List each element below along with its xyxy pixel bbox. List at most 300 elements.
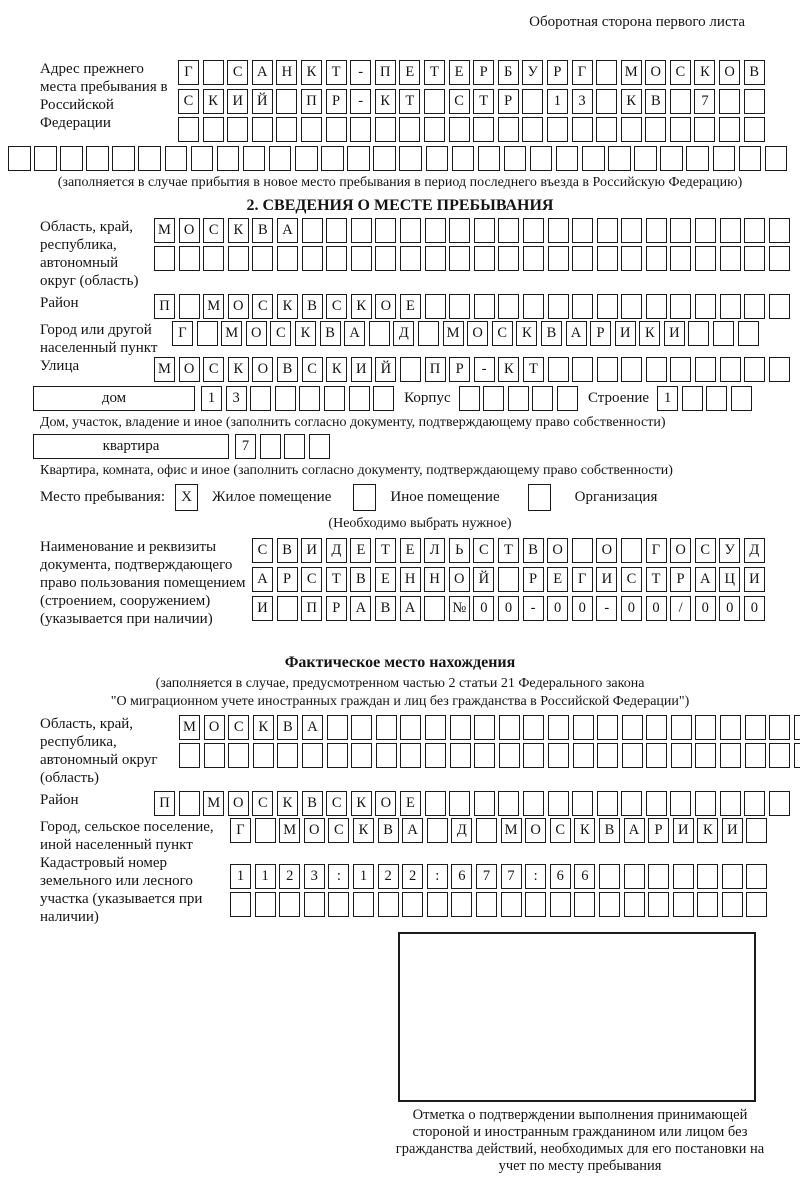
char-box: Е (400, 538, 421, 563)
char-box (501, 892, 522, 917)
char-box (204, 743, 225, 768)
char-box: П (375, 60, 396, 85)
title-document-row-1 (252, 538, 765, 563)
char-box: А (277, 218, 298, 243)
street-section (40, 357, 800, 382)
char-box (522, 89, 543, 114)
char-box: - (474, 357, 495, 382)
char-box (426, 146, 449, 171)
prev-address-grid (178, 60, 765, 142)
apartment-name-box: квартира (33, 434, 229, 459)
char-box: Т (646, 567, 667, 592)
char-box (646, 715, 667, 740)
char-box (634, 146, 657, 171)
char-box (474, 715, 495, 740)
char-box (720, 218, 741, 243)
char-box: 6 (574, 864, 595, 889)
char-box: К (228, 357, 249, 382)
char-box (548, 715, 569, 740)
stay-type-section (40, 484, 800, 512)
char-box (400, 357, 421, 382)
street-label: Улица (40, 357, 80, 374)
actual-location-caption-1: (заполняется в случае, предусмотренном частью 2 статьи 21 Федерального закона (155, 675, 645, 691)
char-box (688, 321, 709, 346)
char-box: М (621, 60, 642, 85)
char-box: 2 (402, 864, 423, 889)
char-box (476, 892, 497, 917)
char-box (498, 218, 519, 243)
char-box (276, 117, 297, 142)
char-box (670, 246, 691, 271)
char-box: И (744, 567, 765, 592)
stay-type-option-other: Иное помещение (390, 489, 500, 505)
char-box: 0 (547, 596, 568, 621)
char-box: 0 (498, 596, 519, 621)
char-box (525, 892, 546, 917)
char-box (295, 146, 318, 171)
char-box: К (228, 218, 249, 243)
char-box: 1 (201, 386, 222, 411)
char-box (499, 743, 520, 768)
char-box: В (277, 538, 298, 563)
char-box: 1 (657, 386, 678, 411)
char-box (745, 743, 766, 768)
char-box: Д (451, 818, 472, 843)
char-box (739, 146, 762, 171)
char-box: № (449, 596, 470, 621)
char-box: И (596, 567, 617, 592)
char-box: Е (400, 294, 421, 319)
char-box: С (252, 538, 273, 563)
char-box: О (304, 818, 325, 843)
char-box: А (302, 715, 323, 740)
char-box (744, 294, 765, 319)
char-box (197, 321, 218, 346)
char-box (427, 818, 448, 843)
char-box (328, 892, 349, 917)
actual-district-row (154, 791, 790, 816)
char-box: А (566, 321, 587, 346)
char-box (154, 246, 175, 271)
char-box: 6 (451, 864, 472, 889)
char-box (451, 892, 472, 917)
char-box (694, 117, 715, 142)
char-box: С (252, 791, 273, 816)
char-box (670, 89, 691, 114)
char-box (250, 386, 271, 411)
char-box (474, 791, 495, 816)
char-box (731, 386, 752, 411)
char-box (474, 294, 495, 319)
char-box: С (178, 89, 199, 114)
char-box (572, 357, 593, 382)
char-box (476, 818, 497, 843)
char-box (425, 715, 446, 740)
char-box (572, 294, 593, 319)
char-box (353, 892, 374, 917)
char-box: П (154, 791, 175, 816)
actual-district-section (40, 791, 800, 816)
char-box: - (350, 60, 371, 85)
char-box (279, 892, 300, 917)
char-box (473, 117, 494, 142)
char-box: 0 (621, 596, 642, 621)
char-box (621, 218, 642, 243)
char-box (523, 218, 544, 243)
char-box (483, 386, 504, 411)
char-box (523, 743, 544, 768)
actual-region-row-1 (179, 715, 800, 740)
char-box (373, 386, 394, 411)
char-box: 0 (572, 596, 593, 621)
char-box (478, 146, 501, 171)
char-box (765, 146, 788, 171)
char-box: О (179, 357, 200, 382)
region-grid (154, 218, 790, 272)
char-box: 1 (230, 864, 251, 889)
char-box (304, 892, 325, 917)
city-section (40, 321, 800, 357)
char-box (532, 386, 553, 411)
char-box (596, 60, 617, 85)
char-box: Т (399, 89, 420, 114)
prev-address-section (40, 60, 800, 142)
char-box (523, 294, 544, 319)
char-box: М (443, 321, 464, 346)
cadastral-row-1 (230, 864, 767, 889)
char-box: В (541, 321, 562, 346)
char-box: И (301, 538, 322, 563)
char-box (599, 892, 620, 917)
char-box: 6 (550, 864, 571, 889)
char-box (572, 218, 593, 243)
actual-city-grid (230, 818, 767, 843)
char-box: У (719, 538, 740, 563)
char-box (351, 715, 372, 740)
char-box: А (344, 321, 365, 346)
title-document-label: Наименование и реквизиты документа, подтверждающего право пользования помещением (строением, сооружением) (указывается при наличии) (40, 538, 246, 627)
char-box: И (252, 596, 273, 621)
char-box: О (246, 321, 267, 346)
char-box (474, 743, 495, 768)
char-box (695, 294, 716, 319)
char-box (399, 117, 420, 142)
char-box (138, 146, 161, 171)
char-box (596, 117, 617, 142)
korpus-label: Корпус (404, 389, 451, 406)
char-box (597, 246, 618, 271)
actual-region-label: Область, край, республика, автономный округ (область) (40, 715, 158, 786)
char-box (722, 892, 743, 917)
char-box: С (695, 538, 716, 563)
char-box (597, 357, 618, 382)
char-box (608, 146, 631, 171)
char-box: А (624, 818, 645, 843)
street-row (154, 357, 790, 382)
char-box (424, 596, 445, 621)
street-grid (154, 357, 790, 382)
char-box (376, 715, 397, 740)
char-box (179, 791, 200, 816)
char-box: К (621, 89, 642, 114)
char-box (425, 294, 446, 319)
char-box (349, 386, 370, 411)
char-box (769, 743, 790, 768)
char-box: : (525, 864, 546, 889)
char-box: Р (523, 567, 544, 592)
region-row-1 (154, 218, 790, 243)
char-box (673, 864, 694, 889)
char-box (498, 246, 519, 271)
char-box (179, 294, 200, 319)
char-box: 0 (719, 596, 740, 621)
char-box: К (351, 791, 372, 816)
char-box: Д (744, 538, 765, 563)
char-box: Г (646, 538, 667, 563)
char-box (695, 715, 716, 740)
char-box (720, 246, 741, 271)
char-box (301, 117, 322, 142)
char-box: С (252, 294, 273, 319)
stay-type-label: Место пребывания: (40, 489, 165, 505)
char-box (550, 892, 571, 917)
prev-address-row-1 (178, 60, 765, 85)
char-box: Т (375, 538, 396, 563)
char-box: 7 (235, 434, 256, 459)
char-box (695, 791, 716, 816)
char-box: И (664, 321, 685, 346)
prev-address-row-2 (178, 89, 765, 114)
char-box (719, 89, 740, 114)
char-box: В (302, 791, 323, 816)
char-box (191, 146, 214, 171)
char-box: Р (326, 596, 347, 621)
char-box: К (203, 89, 224, 114)
char-box: О (204, 715, 225, 740)
apartment-section (33, 434, 800, 459)
char-box: Е (375, 567, 396, 592)
char-box (548, 791, 569, 816)
char-box (277, 596, 298, 621)
char-box: Р (326, 89, 347, 114)
actual-district-label: Район (40, 791, 79, 808)
char-box (8, 146, 31, 171)
char-box (646, 294, 667, 319)
title-document-row-3 (252, 596, 765, 621)
char-box: О (596, 538, 617, 563)
char-box (277, 743, 298, 768)
char-box: Н (424, 567, 445, 592)
char-box (695, 218, 716, 243)
char-box: Р (670, 567, 691, 592)
char-box: О (375, 791, 396, 816)
char-box: С (301, 567, 322, 592)
char-box: В (744, 60, 765, 85)
char-box (746, 818, 767, 843)
char-box (260, 434, 281, 459)
char-box (720, 791, 741, 816)
char-box (646, 791, 667, 816)
char-box: Р (590, 321, 611, 346)
char-box (459, 386, 480, 411)
title-document-row-2 (252, 567, 765, 592)
char-box: К (574, 818, 595, 843)
char-box: Р (498, 89, 519, 114)
char-box (624, 864, 645, 889)
char-box (399, 146, 422, 171)
char-box: К (516, 321, 537, 346)
char-box: М (179, 715, 200, 740)
char-box (474, 218, 495, 243)
char-box: О (645, 60, 666, 85)
char-box: 1 (547, 89, 568, 114)
title-document-grid (252, 538, 765, 621)
char-box (671, 743, 692, 768)
char-box (548, 218, 569, 243)
char-box (425, 246, 446, 271)
char-box (597, 791, 618, 816)
region-section (40, 218, 800, 294)
char-box (269, 146, 292, 171)
char-box: О (228, 294, 249, 319)
char-box: С (621, 567, 642, 592)
char-box: К (351, 294, 372, 319)
char-box: В (523, 538, 544, 563)
char-box: П (425, 357, 446, 382)
char-box: 0 (744, 596, 765, 621)
stay-type-caption: (Необходимо выбрать нужное) (328, 515, 512, 531)
char-box: В (375, 596, 396, 621)
char-box (671, 715, 692, 740)
region-label: Область, край, республика, автономный округ (область) (40, 218, 139, 289)
char-box: К (277, 294, 298, 319)
char-box (243, 146, 266, 171)
char-box: 0 (695, 596, 716, 621)
char-box (530, 146, 553, 171)
char-box (720, 715, 741, 740)
char-box: С (492, 321, 513, 346)
char-box (622, 715, 643, 740)
char-box: 2 (279, 864, 300, 889)
char-box (720, 357, 741, 382)
actual-region-row-2 (179, 743, 800, 768)
char-box: У (522, 60, 543, 85)
char-box (179, 743, 200, 768)
char-box: Т (326, 567, 347, 592)
char-box: 3 (572, 89, 593, 114)
char-box (252, 246, 273, 271)
char-box (695, 357, 716, 382)
korpus-row (459, 386, 578, 411)
char-box (34, 146, 57, 171)
char-box: Й (473, 567, 494, 592)
char-box (302, 246, 323, 271)
char-box (660, 146, 683, 171)
char-box: С (670, 60, 691, 85)
char-box (375, 218, 396, 243)
char-box (112, 146, 135, 171)
prev-address-caption: (заполняется в случае прибытия в новое место пребывания в период последнего въезда в Российскую Федерацию) (57, 174, 743, 190)
char-box: О (670, 538, 691, 563)
char-box (203, 117, 224, 142)
char-box (769, 791, 790, 816)
char-box (60, 146, 83, 171)
char-box (400, 218, 421, 243)
char-box (769, 246, 790, 271)
char-box (375, 117, 396, 142)
char-box: Т (498, 538, 519, 563)
char-box (548, 246, 569, 271)
char-box (646, 246, 667, 271)
char-box (621, 791, 642, 816)
char-box: В (350, 567, 371, 592)
actual-region-section (40, 715, 800, 791)
char-box (794, 743, 800, 768)
char-box (276, 89, 297, 114)
char-box: П (301, 89, 322, 114)
registration-stamp-box (398, 932, 756, 1102)
char-box (769, 357, 790, 382)
char-box (794, 715, 800, 740)
char-box (217, 146, 240, 171)
char-box (621, 294, 642, 319)
char-box (706, 386, 727, 411)
apartment-number-row (235, 434, 330, 459)
char-box (719, 117, 740, 142)
char-box (326, 246, 347, 271)
char-box: 3 (304, 864, 325, 889)
char-box (720, 743, 741, 768)
char-box: А (402, 818, 423, 843)
char-box (744, 791, 765, 816)
char-box (622, 743, 643, 768)
actual-district-grid (154, 791, 790, 816)
char-box: В (277, 715, 298, 740)
cadastral-row-2 (230, 892, 767, 917)
char-box (670, 791, 691, 816)
char-box: В (252, 218, 273, 243)
char-box: М (203, 294, 224, 319)
char-box: 1 (353, 864, 374, 889)
char-box (400, 715, 421, 740)
char-box: Т (326, 60, 347, 85)
char-box (324, 386, 345, 411)
char-box (746, 892, 767, 917)
char-box: С (326, 791, 347, 816)
char-box (498, 294, 519, 319)
char-box (424, 117, 445, 142)
stay-type-option-organization: Организация (574, 489, 658, 505)
char-box (321, 146, 344, 171)
char-box (228, 246, 249, 271)
char-box (203, 246, 224, 271)
char-box (599, 864, 620, 889)
char-box (646, 357, 667, 382)
char-box: Т (523, 357, 544, 382)
char-box (449, 218, 470, 243)
char-box (450, 743, 471, 768)
char-box: К (375, 89, 396, 114)
prev-address-row-4 (8, 146, 800, 171)
char-box: О (547, 538, 568, 563)
apartment-caption: Квартира, комната, офис и иное (заполнить согласно документу, подтверждающему право собственности) (40, 462, 673, 478)
char-box (203, 60, 224, 85)
char-box: - (350, 89, 371, 114)
char-box: К (353, 818, 374, 843)
char-box (746, 864, 767, 889)
char-box (284, 434, 305, 459)
char-box (178, 117, 199, 142)
